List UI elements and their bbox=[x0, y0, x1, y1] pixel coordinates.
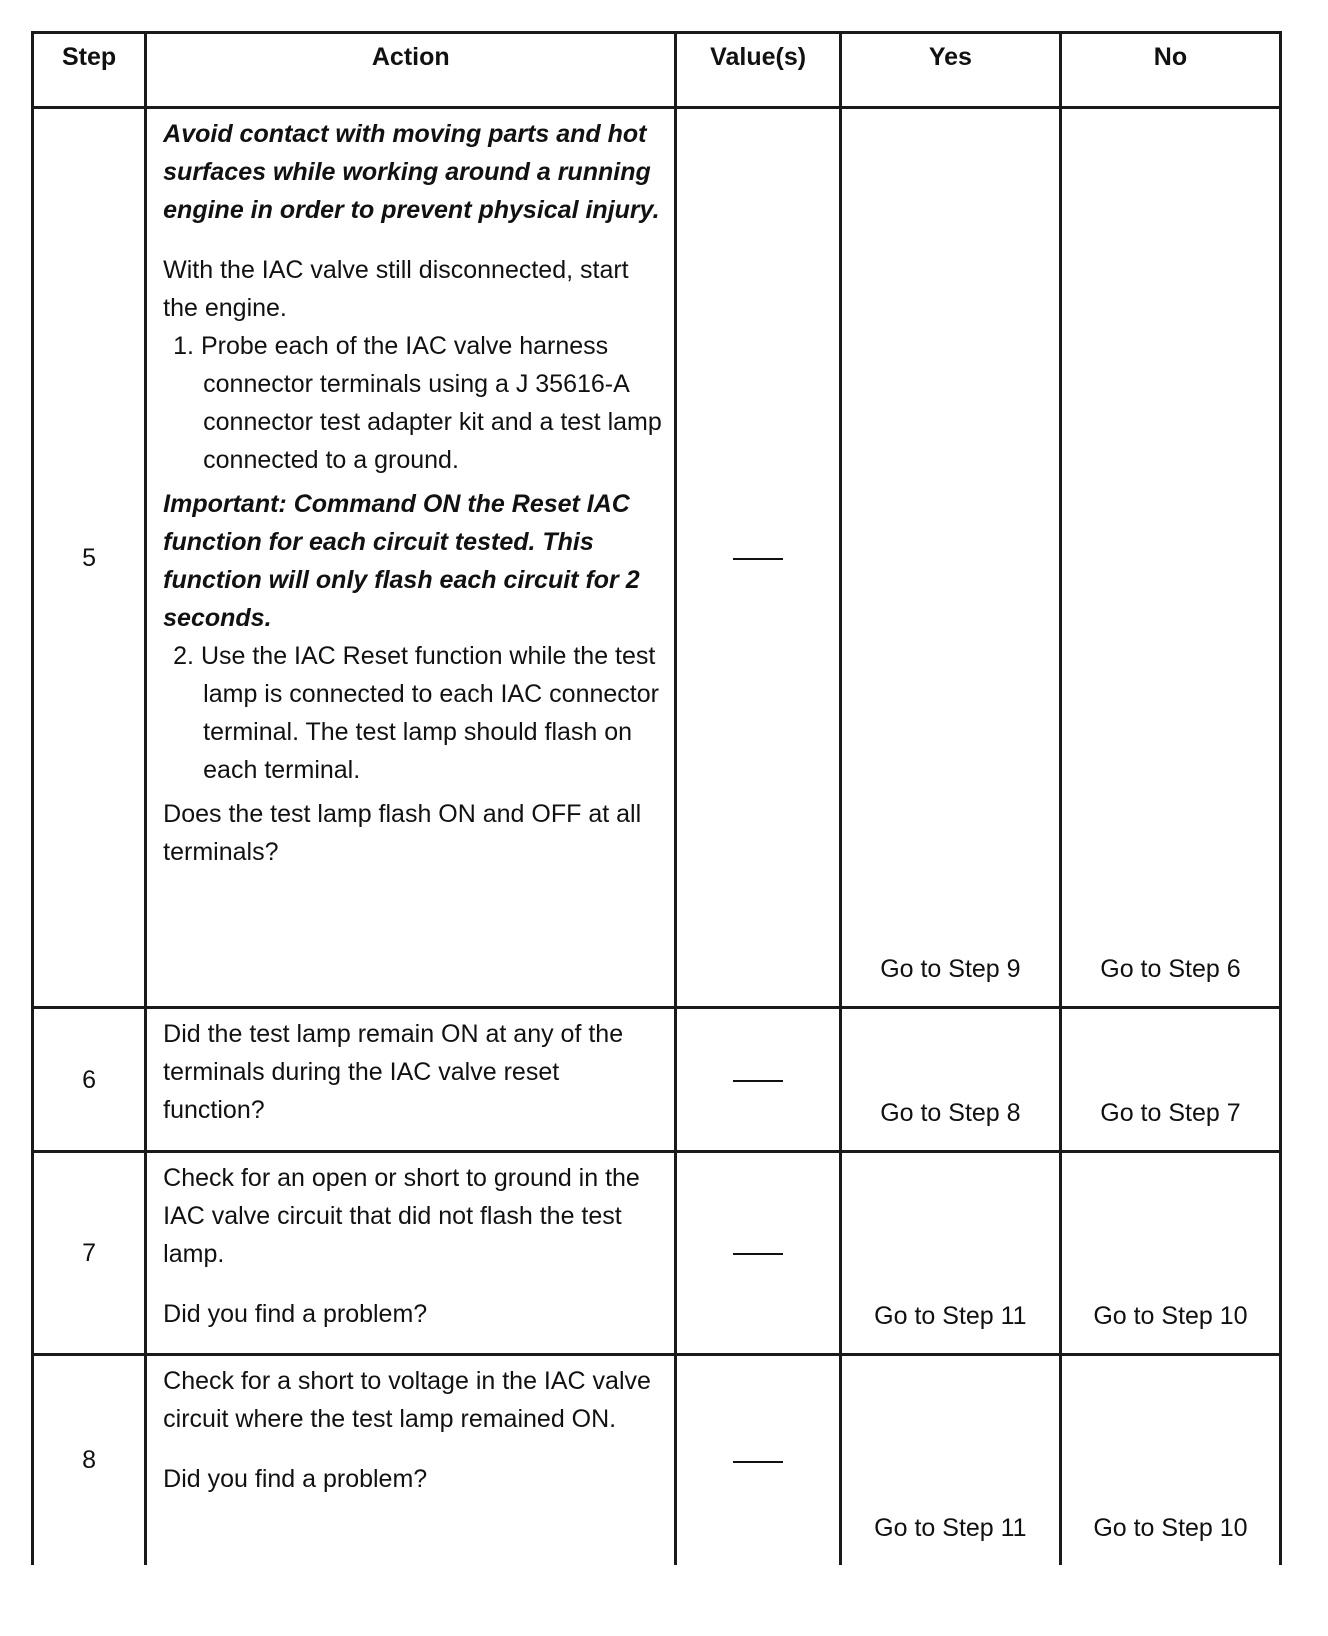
header-no: No bbox=[1060, 33, 1280, 108]
important-note: Important: Command ON the Reset IAC function for each circuit tested. This function will only flash each circuit for 2 seconds. bbox=[163, 490, 640, 632]
question-text: Did you find a problem? bbox=[163, 1465, 428, 1493]
table-row bbox=[33, 1355, 1281, 1565]
yes-cell: Go to Step 9 bbox=[840, 108, 1060, 1008]
table-row bbox=[33, 108, 1281, 1008]
value-cell bbox=[676, 1152, 841, 1355]
value-cell bbox=[676, 1008, 841, 1152]
question-text: Did the test lamp remain ON at any of the terminals during the IAC valve reset function? bbox=[163, 1020, 624, 1124]
diagnostic-table bbox=[31, 31, 1282, 1565]
yes-cell: Go to Step 11 bbox=[840, 1152, 1060, 1355]
step-number: 8 bbox=[33, 1355, 146, 1565]
no-cell: Go to Step 10 bbox=[1060, 1355, 1280, 1565]
instruction-text: Check for an open or short to ground in the IAC valve circuit that did not flash the test lamp. bbox=[163, 1164, 640, 1268]
header-action: Action bbox=[146, 33, 676, 108]
no-cell: Go to Step 6 bbox=[1060, 108, 1280, 1008]
step-number: 7 bbox=[33, 1152, 146, 1355]
action-cell bbox=[146, 1152, 676, 1355]
procedure-list bbox=[163, 327, 662, 479]
header-values: Value(s) bbox=[676, 33, 841, 108]
action-cell bbox=[146, 1008, 676, 1152]
table-row bbox=[33, 1152, 1281, 1355]
caution-text: Avoid contact with moving parts and hot surfaces while working around a running engine in order to prevent physical injury. bbox=[163, 120, 660, 224]
value-cell bbox=[676, 1355, 841, 1565]
value-dash bbox=[733, 1253, 783, 1255]
value-dash bbox=[733, 1080, 783, 1082]
instruction-text: Check for a short to voltage in the IAC valve circuit where the test lamp remained ON. bbox=[163, 1367, 651, 1433]
procedure-item: 2. Use the IAC Reset function while the test lamp is connected to each IAC connector terminal. The test lamp should flash on each terminal. bbox=[173, 642, 659, 784]
header-yes: Yes bbox=[840, 33, 1060, 108]
value-cell bbox=[676, 108, 841, 1008]
table-row bbox=[33, 1008, 1281, 1152]
step-number: 6 bbox=[33, 1008, 146, 1152]
value-dash bbox=[733, 1461, 783, 1463]
procedure-item: 1. Probe each of the IAC valve harness connector terminals using a J 35616-A connector test adapter kit and a test lamp connected to a ground. bbox=[173, 332, 662, 474]
question-text: Did you find a problem? bbox=[163, 1300, 428, 1328]
value-dash bbox=[733, 558, 783, 560]
yes-cell: Go to Step 8 bbox=[840, 1008, 1060, 1152]
no-cell: Go to Step 7 bbox=[1060, 1008, 1280, 1152]
no-cell: Go to Step 10 bbox=[1060, 1152, 1280, 1355]
header-step: Step bbox=[33, 33, 146, 108]
procedure-list bbox=[163, 637, 662, 789]
instruction-text: With the IAC valve still disconnected, start the engine. bbox=[163, 256, 629, 322]
yes-cell: Go to Step 11 bbox=[840, 1355, 1060, 1565]
action-cell bbox=[146, 1355, 676, 1565]
step-number: 5 bbox=[33, 108, 146, 1008]
question-text: Does the test lamp flash ON and OFF at all terminals? bbox=[163, 800, 642, 866]
action-cell bbox=[146, 108, 676, 1008]
header-row bbox=[33, 33, 1281, 108]
